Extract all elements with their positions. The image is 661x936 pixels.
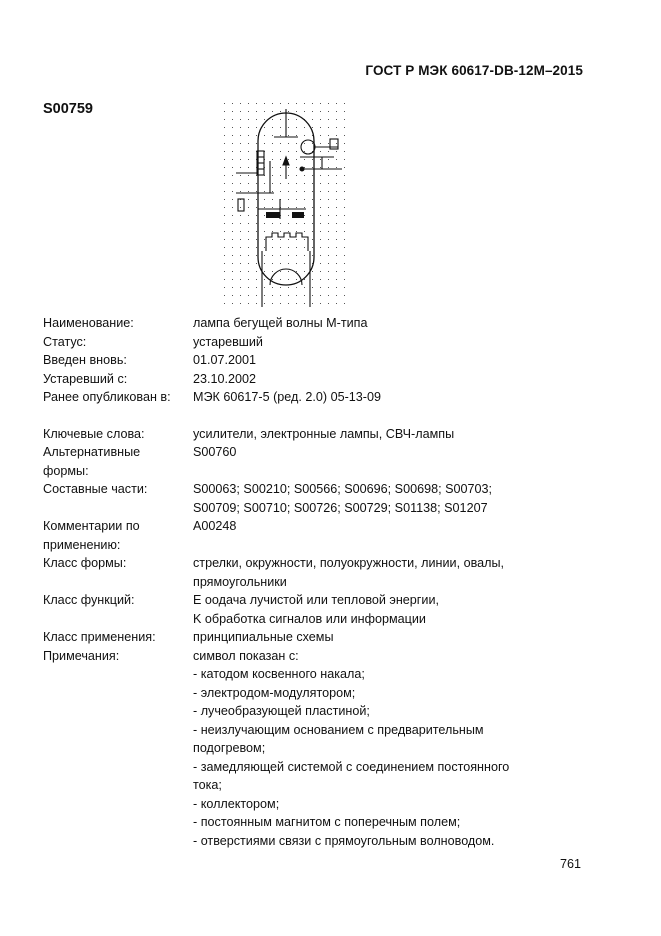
property-label-line: Комментарии по (43, 519, 140, 533)
property-label: Введен вновь: (43, 353, 127, 367)
property-row (43, 647, 603, 851)
property-value (193, 591, 603, 628)
property-label: Наименование: (43, 316, 134, 330)
property-value: МЭК 60617-5 (ред. 2.0) 05-13-09 (193, 390, 381, 404)
travelling-wave-tube-symbol (222, 101, 350, 307)
property-value-line: - лучеобразующей пластиной; (193, 704, 370, 718)
property-value (193, 425, 603, 444)
property-label-line: Составные части: (43, 482, 148, 496)
dot-grid (224, 103, 345, 304)
property-row (43, 370, 603, 389)
main-fields (43, 314, 603, 407)
property-row (43, 480, 603, 517)
property-label (43, 443, 193, 480)
property-label-line: Класс формы: (43, 556, 127, 570)
property-value (193, 647, 603, 851)
property-label (43, 628, 193, 647)
property-value-line: подогревом; (193, 741, 266, 755)
property-value-line: - постоянным магнитом с поперечным полем; (193, 815, 461, 829)
property-label-line: Ключевые слова: (43, 426, 145, 441)
standard-header: ГОСТ Р МЭК 60617-DB-12М–2015 (365, 63, 583, 78)
property-label (43, 517, 193, 554)
property-label: Статус: (43, 334, 87, 349)
property-label (43, 554, 193, 591)
detail-fields (43, 425, 603, 851)
property-label (43, 480, 193, 517)
property-label (43, 647, 193, 851)
property-label: Ранее опубликован в: (43, 390, 171, 404)
property-row (43, 388, 603, 407)
property-value-line: - катодом косвенного накала; (193, 667, 365, 681)
property-label-line: формы: (43, 463, 89, 478)
property-row (43, 517, 603, 554)
symbol-properties (43, 314, 603, 850)
property-value-line: S00760 (193, 445, 237, 459)
property-value (193, 554, 603, 591)
property-value-line: - коллектором; (193, 796, 280, 811)
property-label-line: Класс применения: (43, 630, 156, 644)
property-value (193, 628, 603, 647)
property-label (43, 591, 193, 628)
property-label-line: Примечания: (43, 648, 120, 663)
property-value-line: принципиальные схемы (193, 630, 334, 644)
property-value-line: A00248 (193, 519, 237, 533)
property-value: 23.10.2002 (193, 371, 257, 386)
property-label-line: применению: (43, 537, 121, 552)
property-value-line: S00709; S00710; S00726; S00729; S01138; S01207 (193, 500, 488, 515)
property-label-line: Альтернативные (43, 445, 141, 459)
property-value: 01.07.2001 (193, 353, 257, 367)
symbol-id: S00759 (43, 101, 93, 117)
property-row (43, 333, 603, 352)
property-value-line: K обработка сигналов или информации (193, 611, 426, 626)
property-row (43, 628, 603, 647)
property-value: устаревший (193, 334, 263, 349)
filled-plates (266, 212, 304, 218)
property-value-line: тока; (193, 778, 222, 792)
property-value-line: S00063; S00210; S00566; S00696; S00698; S00703; (193, 482, 493, 496)
property-row (43, 314, 603, 333)
property-row (43, 425, 603, 444)
property-row (43, 443, 603, 480)
property-row (43, 591, 603, 628)
property-value (193, 443, 603, 480)
property-row (43, 554, 603, 591)
property-label (43, 425, 193, 444)
tube-outline (258, 113, 314, 285)
property-value-line: - отверстиями связи с прямоугольным волноводом. (193, 833, 495, 848)
property-value-line: символ показан с: (193, 648, 299, 663)
property-value-line: усилители, электронные лампы, СВЧ-лампы (193, 426, 455, 441)
property-row (43, 351, 603, 370)
property-value-line: - неизлучающим основанием с предварительным (193, 722, 484, 737)
property-value-line: - электродом-модулятором; (193, 685, 356, 700)
property-value-line: прямоугольники (193, 574, 287, 589)
property-value: лампа бегущей волны М-типа (193, 316, 368, 330)
property-value (193, 480, 603, 517)
page-number: 761 (559, 857, 581, 871)
property-value-line: E оодача лучистой или тепловой энергии, (193, 593, 439, 607)
property-label-line: Класс функций: (43, 593, 135, 607)
property-value-line: стрелки, окружности, полуокружности, линии, овалы, (193, 556, 505, 570)
property-value-line: - замедляющей системой с соединением постоянного (193, 759, 510, 774)
property-label: Устаревший с: (43, 371, 128, 386)
property-value (193, 517, 603, 554)
